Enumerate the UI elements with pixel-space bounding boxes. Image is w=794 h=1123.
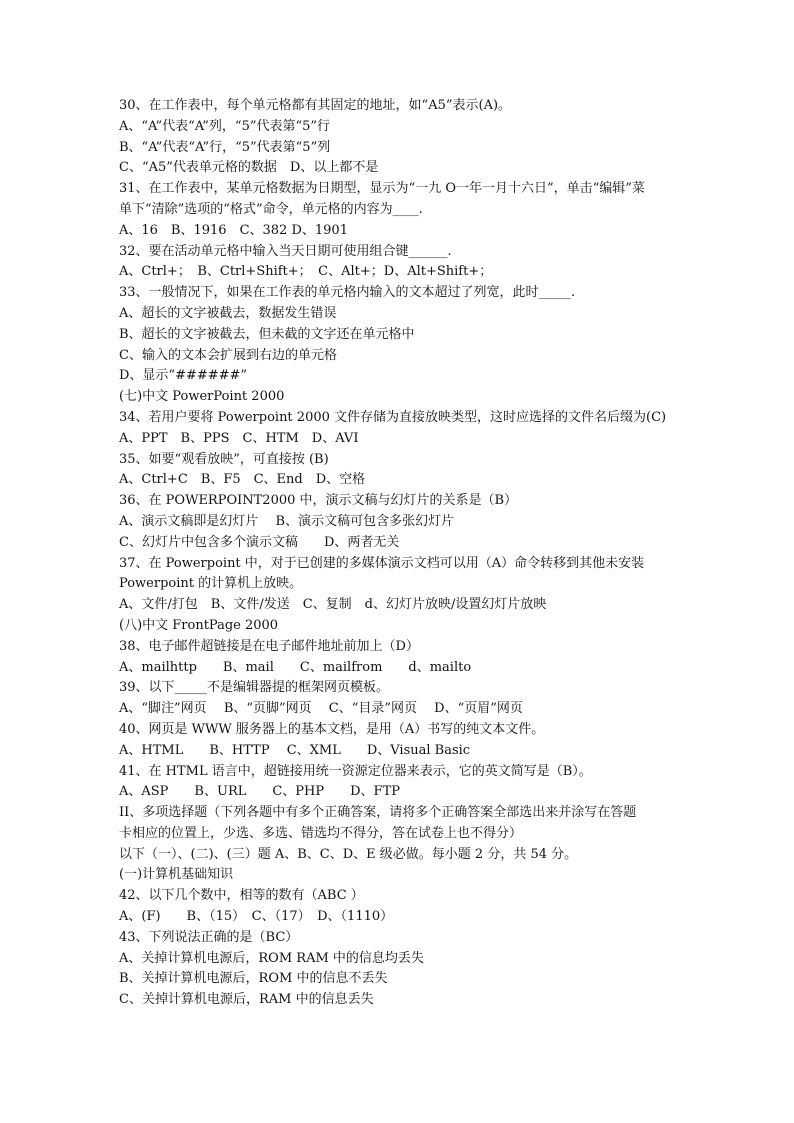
- q40-options: A、HTML B、HTTP C、XML D、Visual Basic: [119, 742, 471, 758]
- q33-option-b: B、超长的文字被截去，但未截的文字还在单元格中: [119, 326, 415, 342]
- multi-choice-instructions: II、多项选择题（下列各题中有多个正确答案，请将多个正确答案全部选出来并涂写在答题: [119, 805, 637, 821]
- q32-options: A、Ctrl+； B、Ctrl+Shift+； C、Alt+；D、Alt+Shift+；: [119, 264, 493, 280]
- q37-question-cont: Powerpoint 的计算机上放映。: [119, 576, 303, 592]
- q31-question-cont: 单下“清除”选项的“格式”命令，单元格的内容为____.: [119, 201, 423, 217]
- section-powerpoint-heading: (七)中文 PowerPoint 2000: [119, 389, 285, 405]
- section-frontpage-heading: (八)中文 FrontPage 2000: [119, 617, 279, 633]
- q31-options: A、16 B、1916 C、382 D、1901: [119, 222, 348, 238]
- q33-option-c: C、输入的文本会扩展到右边的单元格: [119, 347, 337, 363]
- q33-option-a: A、超长的文字被截去，数据发生错误: [119, 305, 337, 321]
- q42-question: 42、以下几个数中，相等的数有（ABC ）: [119, 888, 364, 904]
- q35-question: 35、如要“观看放映”，可直接按 (B): [119, 451, 329, 467]
- multi-choice-scoring-note: 以下（一）、(二)、(三）题 A、B、C、D、E 级必做。每小题 2 分，共 54 分。: [119, 846, 578, 862]
- q33-option-d: D、显示“######”: [119, 368, 248, 384]
- q30-question: 30、在工作表中，每个单元格都有其固定的地址，如“A5”表示(A)。: [119, 98, 512, 113]
- q39-question: 39、以下_____不是编辑器提的框架网页模板。: [119, 680, 390, 696]
- q38-options: A、mailhttp B、mail C、mailfrom d、mailto: [119, 659, 472, 675]
- q31-question: 31、在工作表中，某单元格数据为日期型，显示为“一九 O一年一月十六日”，单击“编辑”菜: [119, 181, 645, 197]
- q36-options-cd: C、幻灯片中包含多个演示文稿 D、两者无关: [119, 534, 400, 550]
- q43-option-c: C、关掉计算机电源后，RAM 中的信息丢失: [119, 992, 374, 1008]
- q34-options: A、PPT B、PPS C、HTM D、AVI: [119, 430, 359, 446]
- section-computer-basics-heading: (一)计算机基础知识: [119, 867, 234, 883]
- multi-choice-instructions-cont: 卡相应的位置上，少选、多选、错选均不得分，答在试卷上也不得分）: [119, 825, 523, 841]
- q41-options: A、ASP B、URL C、PHP D、FTP: [119, 784, 400, 800]
- q35-options: A、Ctrl+C B、F5 C、End D、空格: [119, 472, 366, 488]
- q36-question: 36、在 POWERPOINT2000 中，演示文稿与幻灯片的关系是（B）: [119, 493, 518, 509]
- q41-question: 41、在 HTML 语言中，超链接用统一资源定位器来表示，它的英文简写是（B）。: [119, 763, 592, 779]
- q43-option-b: B、关掉计算机电源后，ROM 中的信息不丢失: [119, 971, 388, 987]
- q39-options: A、“脚注”网页 B、“页脚”网页 C、“目录”网页 D、“页眉”网页: [119, 701, 523, 717]
- q43-option-a: A、关掉计算机电源后，ROM RAM 中的信息均丢失: [119, 950, 424, 966]
- document-page: [119, 96, 689, 1011]
- q34-question: 34、若用户要将 Powerpoint 2000 文件存储为直接放映类型，这时应选择的文件名后缀为(C): [119, 409, 667, 425]
- q33-question: 33、一般情况下，如果在工作表的单元格内输入的文本超过了列宽，此时_____.: [119, 285, 576, 301]
- q37-options: A、文件/打包 B、文件/发送 C、复制 d、幻灯片放映/设置幻灯片放映: [119, 597, 547, 613]
- q43-question: 43、下列说法正确的是（BC）: [119, 929, 299, 945]
- q30-option-cd: C、“A5”代表单元格的数据 D、以上都不是: [119, 160, 379, 176]
- q30-option-b: B、“A”代表“A”行，“5”代表第“5”列: [119, 139, 331, 155]
- q40-question: 40、网页是 WWW 服务器上的基本文档，是用（A）书写的纯文本文件。: [119, 721, 545, 737]
- q38-question: 38、电子邮件超链接是在电子邮件地址前加上（D）: [119, 638, 419, 654]
- q42-options: A、(F) B、（15） C、（17） D、（1110）: [119, 909, 394, 925]
- q32-question: 32、要在活动单元格中输入当天日期可使用组合键______.: [119, 243, 452, 259]
- q36-options-ab: A、演示文稿即是幻灯片 B、演示文稿可包含多张幻灯片: [119, 513, 455, 529]
- q30-option-a: A、“A”代表“A”列，“5”代表第“5”行: [119, 118, 331, 134]
- q37-question: 37、在 Powerpoint 中，对于已创建的多媒体演示文档可以用（A）命令转移到其他未安装: [119, 555, 645, 571]
